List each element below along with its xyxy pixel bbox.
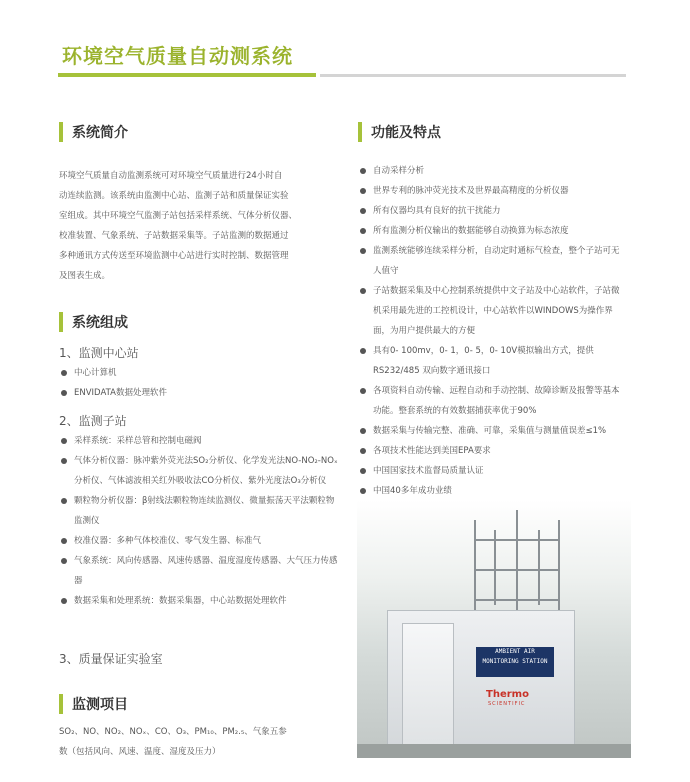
feature-item: 世界专利的脉冲荧光技术及世界最高精度的分析仪器 bbox=[358, 181, 622, 201]
heading-accent-bar bbox=[59, 122, 63, 142]
sub-station-title: 2、监测子站 bbox=[59, 414, 127, 428]
list-item: 采样系统：采样总管和控制电磁阀 bbox=[59, 431, 341, 451]
list-item: 颗粒物分析仪器：β射线法颗粒物连续监测仪、微量振荡天平法颗粒物监测仪 bbox=[59, 491, 341, 531]
qa-lab-title: 3、质量保证实验室 bbox=[59, 652, 163, 666]
features-heading bbox=[358, 121, 441, 143]
heading-accent-bar bbox=[358, 122, 362, 142]
ground bbox=[357, 744, 631, 758]
feature-item: 具有0- 100mv，0- 1，0- 5，0- 10V模拟输出方式，提供RS232/485 双向数字通讯接口 bbox=[358, 341, 622, 381]
heading-accent-bar bbox=[59, 312, 63, 332]
feature-item: 监测系统能够连续采样分析，自动定时通标气检查，整个子站可无人值守 bbox=[358, 241, 622, 281]
list-item: 气体分析仪器：脉冲紫外荧光法SO₂分析仪、化学发光法NO-NO₂-NOₓ分析仪、气体滤波相关红外吸收法CO分析仪、紫外光度法O₃分析仪 bbox=[59, 451, 341, 491]
feature-item: 所有监测分析仪输出的数据能够自动换算为标态浓度 bbox=[358, 221, 622, 241]
monitoring-station-photo bbox=[357, 500, 631, 758]
monitoring-heading-text: 监测项目 bbox=[72, 697, 128, 713]
list-item: 数据采集和处理系统：数据采集器，中心站数据处理软件 bbox=[59, 591, 341, 611]
feature-item: 中国国家技术监督局质量认证 bbox=[358, 461, 622, 481]
features-heading-text: 功能及特点 bbox=[371, 125, 441, 141]
feature-item: 所有仪器均具有良好的抗干扰能力 bbox=[358, 201, 622, 221]
station-shelter bbox=[387, 610, 575, 752]
monitoring-line: SO₂、NO、NO₂、NOₓ、CO、O₃、PM₁₀、PM₂.₅、气象五参 bbox=[59, 727, 287, 737]
intro-paragraph bbox=[59, 166, 341, 286]
intro-line: 及图表生成。 bbox=[59, 271, 111, 281]
title-underline-green bbox=[58, 73, 316, 77]
list-item: 中心计算机 bbox=[59, 363, 341, 383]
feature-item: 子站数据采集及中心控制系统提供中文子站及中心站软件，子站微机采用最先进的工控机设计，中心站软件以WINDOWS为操作界面，为用户提供最大的方便 bbox=[358, 281, 622, 341]
brand-logo: Thermo bbox=[486, 689, 529, 700]
title-underline-gray bbox=[320, 74, 626, 77]
monitoring-items bbox=[59, 722, 341, 762]
page-title: 环境空气质量自动测系统 bbox=[62, 44, 293, 68]
intro-line: 室组成。其中环境空气监测子站包括采样系统、气体分析仪器、 bbox=[59, 211, 298, 221]
sub-station-list bbox=[59, 431, 341, 611]
center-station-list bbox=[59, 363, 341, 403]
shelter-door bbox=[402, 623, 454, 749]
station-sign-line: AMBIENT AIR bbox=[495, 648, 535, 655]
feature-item: 自动采样分析 bbox=[358, 161, 622, 181]
feature-item: 各项资料自动传输、远程自动和手动控制、故障诊断及报警等基本功能。整套系统的有效数据捕获率优于90% bbox=[358, 381, 622, 421]
list-item: 校准仪器：多种气体校准仪、零气发生器、标准气 bbox=[59, 531, 341, 551]
intro-line: 动连续监测。该系统由监测中心站、监测子站和质量保证实验 bbox=[59, 191, 289, 201]
intro-line: 多种通讯方式传送至环境监测中心站进行实时控制、数据管理 bbox=[59, 251, 289, 261]
intro-line: 环境空气质量自动监测系统可对环境空气质量进行24小时自 bbox=[59, 171, 283, 181]
feature-item: 中国40多年成功业绩 bbox=[358, 481, 622, 501]
intro-line: 校准装置、气象系统、子站数据采集等。子站监测的数据通过 bbox=[59, 231, 289, 241]
heading-accent-bar bbox=[59, 694, 63, 714]
monitoring-line: 数（包括风向、风速、温度、湿度及压力） bbox=[59, 747, 221, 757]
station-sign bbox=[476, 647, 554, 677]
intro-heading bbox=[59, 121, 128, 143]
station-sign-line: MONITORING STATION bbox=[482, 658, 548, 665]
list-item: 气象系统：风向传感器、风速传感器、温度湿度传感器、大气压力传感器 bbox=[59, 551, 341, 591]
brand-logo-sub: SCIENTIFIC bbox=[488, 701, 526, 707]
features-list bbox=[358, 161, 622, 501]
feature-item: 数据采集与传输完整、准确、可靠，采集值与测量值误差≤1% bbox=[358, 421, 622, 441]
list-item: ENVIDATA数据处理软件 bbox=[59, 383, 341, 403]
feature-item: 各项技术性能达到美国EPA要求 bbox=[358, 441, 622, 461]
center-station-title: 1、监测中心站 bbox=[59, 346, 139, 360]
monitoring-heading bbox=[59, 693, 128, 715]
composition-heading-text: 系统组成 bbox=[72, 315, 128, 331]
composition-heading bbox=[59, 311, 128, 333]
intro-heading-text: 系统简介 bbox=[72, 125, 128, 141]
